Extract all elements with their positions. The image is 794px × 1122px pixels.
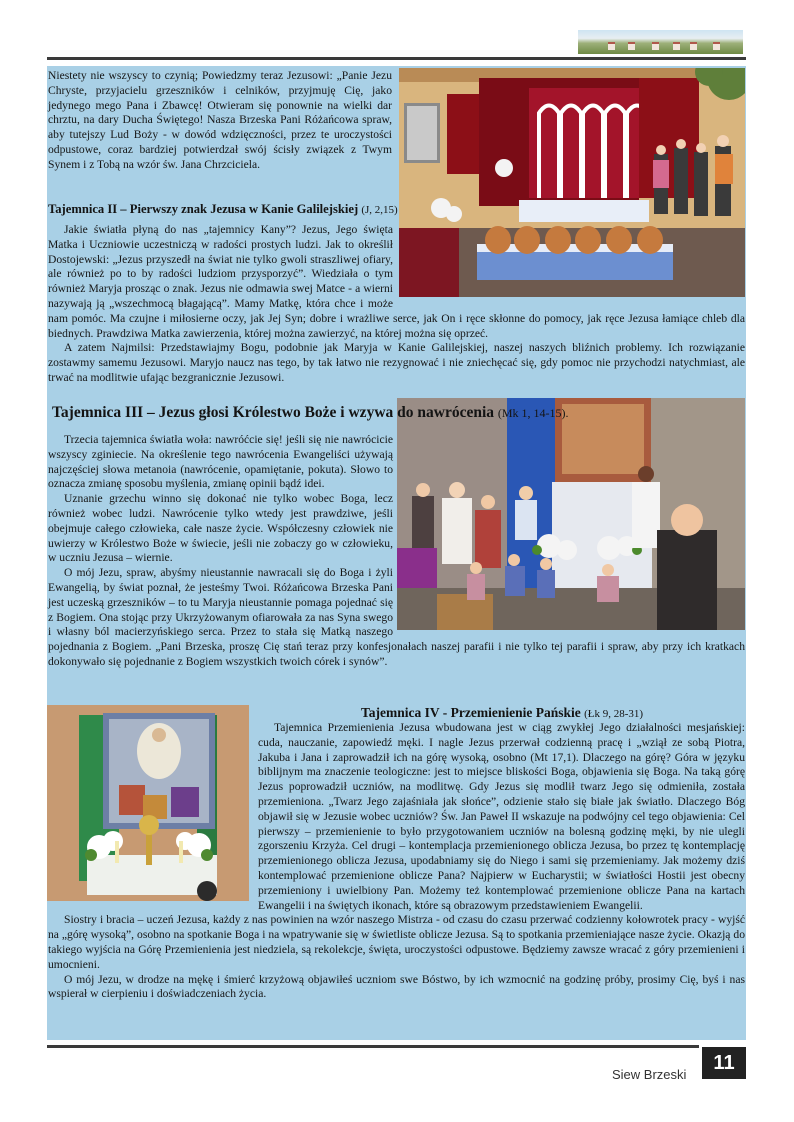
section2-paragraph-2: A zatem Najmilsi: Przedstawiajmy Bogu, podobnie jak Maryja w Kanie Galilejskiej, naszej naszych bliźnich problemy. Ich rozwiązanie zostawmy samemu Jezusowi. Maryjo naucz nas tego, by tak łatwo nie rezygnować i nie zniechęcać się, gdy pomoc nie przychodzi natychmiast, ale trwać na modlitwie ufając bezgranicznie Jezusowi.: [48, 341, 745, 384]
section1-text: [48, 69, 392, 173]
section1-paragraph: Niestety nie wszyscy to czynią; Powiedzmy teraz Jezusowi: „Panie Jezu Chryste, przyjacielu grzeszników i celników, przyjmuję Cię, jako jedynego mego Pana i Zbawcę! Otwieram się ponownie na wielki dar chrztu, na dary Ducha Świętego! Nasza Brzeska Pani Różańcowa spraw, aby tutejszy Lud Boży - w dowód wdzięczności, przez te uroczystości odpustowe, coraz bardziej potwierdzał swój ścisły związek z Twym Synem i z Tobą na wzór św. Jana Chrzciciela.: [48, 69, 392, 171]
section3-text: [48, 433, 745, 670]
section2-text: [48, 223, 745, 386]
section3-ref: (Mk 1, 14-15).: [497, 406, 569, 420]
header-landscape-photo: [578, 30, 743, 54]
page-number: 11: [702, 1047, 746, 1079]
section2-paragraph-1: Jakie światła płyną do nas „tajemnicy Kany”? Jezus, Jego święta Matka i Uczniowie uczestniczą w radości prostych ludzi. Jak to określił Dostojewski: „Jezus przyszedł na świat nie tylko gwoli straszliwej ofiary, ale również po to by radości ludziom przysporzyć”. Wiedziała o tym również Maryja prosząc o znak. Jezus nie odmawia swej Matce - a wierni nazywają ją „wszechmocą błagającą”. Mamy Matkę, która chce i może nam pomóc. Ma czujne i miłosierne oczy, jak Jej Syn; dobre i wrażliwe serce, jak On i ręce skłonne do pomocy, jak ręce Jezusa łamiące chleb dla biednych. Prawdziwa Matka zawierzenia, której można zawierzyć, na której można się oprzeć.: [48, 223, 745, 340]
photo-float-spacer: [48, 721, 258, 901]
section3-paragraph-3: O mój Jezu, spraw, abyśmy nieustannie nawracali się do Boga i żyli Ewangelią, by świat poznał, że jesteśmy Twoi. Różańcowa Brzeska Pani jest uczeską grzeszników – to tu Maryja nieustannie pomaga pojednać się z Bogiem. Ona stojąc przy Ukrzyżowanym ofiarowała za nas Syna swego i własny ból macierzyńskiego serca. Przez to stała się Matką naszego pojednania z Bogiem. „Pani Brzeska, proszę Cię stań teraz przy konfesjonałach naszej parafii i nie tylko tej parafii i spraw, aby przy ich kratkach dokonywało się pojednanie z Bogiem wszystkich twoich córek i synów”.: [48, 566, 745, 668]
section2-title: Tajemnica II – Pierwszy znak Jezusa w Kanie Galilejskiej: [48, 202, 359, 216]
section3-paragraph-2: Uznanie grzechu winno się dokonać nie tylko wobec Boga, lecz również wobec ludzi. Nawrócenie tylko wtedy jest prawdziwe, jeśli obejmuje całego człowieka, całe nasze życie. Współczesny człowiek nie uwierzy w Królestwo Boże w świecie, jeśli nie zobaczy go w człowieku, w uczniu Jezusa – wiernie.: [48, 492, 393, 565]
section4-paragraph-3: O mój Jezu, w drodze na mękę i śmierć krzyżową objawiłeś uczniom swe Bóstwo, by ich wzmocnić na godzinę próby, prosimy Cię, byś i nas wspierał w cierpieniu i doświadczeniach życia.: [48, 972, 745, 1001]
section4-text: [48, 721, 745, 1002]
section3-title: Tajemnica III – Jezus głosi Królestwo Boże i wzywa do nawrócenia: [52, 404, 495, 421]
footer-rule: [47, 1045, 699, 1048]
photo-float-spacer: [393, 223, 745, 297]
footer-publication-name: Siew Brzeski: [612, 1067, 687, 1082]
section2-heading: [48, 202, 398, 217]
section4-title: Tajemnica IV - Przemienienie Pańskie: [361, 705, 581, 720]
section4-paragraph-1: Tajemnica Przemienienia Jezusa wbudowana jest w ciąg zwykłej Jego działalności mesjańskiej: cuda, nauczanie, zapowiedź męki. I nagle Jezus przerwał codzienną pracę i „wziął ze sobą Piotra, Jakuba i Jana i zaprowadził ich na górę wysoką, osobno (Mt 17,1). Dlaczego na górę? Góra w języku biblijnym ma znaczenie teologiczne: jest to miejsce bliskości Boga, objawienia się Boga. Na taką górę Jezus poprowadził uczniów, na modlitwę. Gdy Jezus się modlił twarz Jego się odmieniła, została przemieniona. „Twarz Jego zajaśniała jak słońce”, odzienie stało się białe jak światło. Dlaczego Bóg objawił się w Jezusie wobec uczniów? Św. Jan Paweł II wskazuje na podwójny cel tego objawienia: Cel pierwszy – przemienienie to było przygotowaniem uczniów na bolesną godzinę męki, by nie ulegli zgorszeniu Krzyża. Cel drugi – kontemplacja przemienionego oblicza Jezusa, bo przez tę kontemplację przemienionego oblicza Jezusa, upodabniamy się do Niego i sami się przemieniamy. Jak możemy dziś kontemplować przemienione oblicze Pana? Najpierw w Eucharystii; w światłości Hostii jest obecny przemieniony i uwielbiony Pan. Możemy też kontemplować przemienione oblicze Pana na kartach Ewangelii i na świętych ikonach, które są obrazowym przedstawieniem Ewangelii.: [258, 721, 745, 912]
section4-heading: [361, 705, 643, 721]
header-rule: [47, 57, 746, 60]
photo-float-spacer: [393, 433, 745, 630]
section2-ref: (J, 2,15): [361, 204, 398, 216]
section3-paragraph-1: Trzecia tajemnica światła woła: nawróćcie się! jeśli się nie nawrócicie wszyscy zginiecie. Na określenie tego nawrócenia Ewangeliści używają najczęściej słowa metanoia (nawrócenie, opamiętanie, pokuta). Słowo to oznacza zmianę sposobu myślenia, zmianę opinii bądź idei.: [48, 433, 393, 491]
section4-paragraph-2: Siostry i bracia – uczeń Jezusa, każdy z nas powinien na wzór naszego Mistrza - od czasu do czasu przerwać codzienny kołowrotek pracy - wyjść na „górę wysoką”, osobno na spotkanie Boga i na wpatrywanie się w świetliste oblicze Jezusa. Są to spotkania przemieniające nasze życie. Okazją do takiego wyjścia na Górę Przemienienia jest niedziela, są rekolekcje, święta, uroczystości odpustowe. Będziemy zawsze wracać z góry przemienieni i umocnieni.: [48, 913, 745, 971]
section4-ref: (Łk 9, 28-31): [584, 708, 644, 720]
content-panel: [47, 66, 746, 1040]
section3-heading: [52, 404, 569, 422]
